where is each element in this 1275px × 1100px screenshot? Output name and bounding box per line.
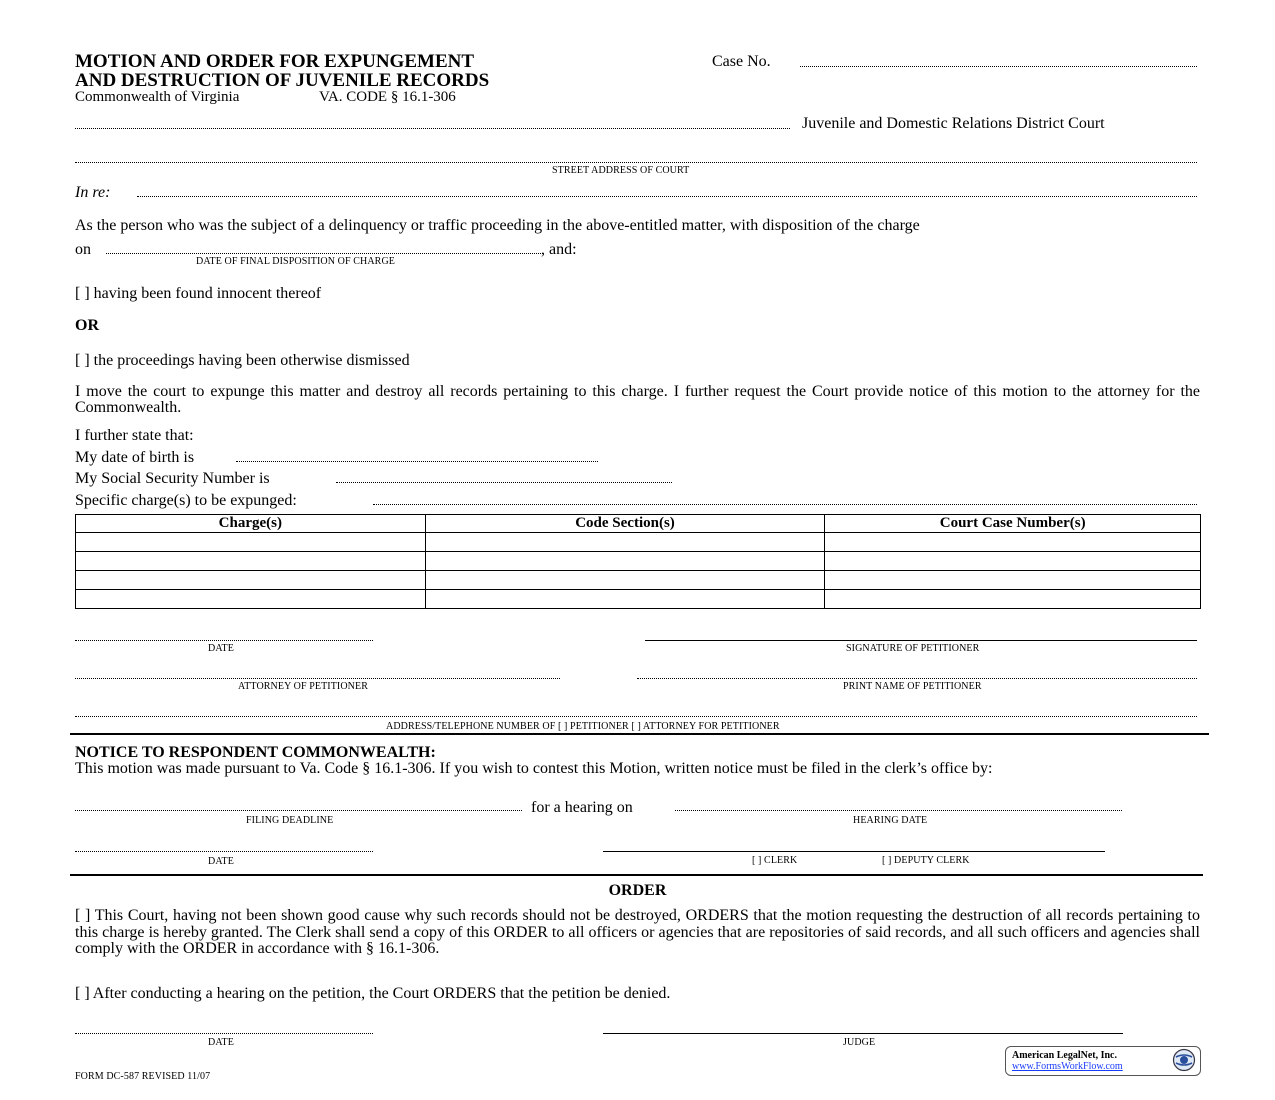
move-text: I move the court to expunge this matter and destroy all records pertaining to this charge. I further request the Court provide notice of this motion to the attorney for the Commonwealth. [75, 383, 1200, 416]
form-title-line2: AND DESTRUCTION OF JUVENILE RECORDS [75, 70, 490, 91]
dob-field[interactable] [236, 461, 598, 462]
hearing-date-label: HEARING DATE [853, 815, 928, 826]
dob-label: My date of birth is [75, 449, 195, 466]
hearing-on-label: for a hearing on [531, 799, 633, 816]
case-number-cell[interactable] [825, 590, 1201, 609]
court-name: Juvenile and Domestic Relations District Court [802, 115, 1105, 132]
hearing-date-field[interactable] [675, 810, 1122, 811]
charge-cell[interactable] [76, 571, 426, 590]
case-no-field[interactable] [800, 66, 1197, 67]
charges-label: Specific charge(s) to be expunged: [75, 492, 297, 509]
order-granted-text: [ ] This Court, having not been shown good cause why such records should not be destroyed, ORDERS that the motion requesting the destruction of all records pertaining to this charge is hereby granted. The Clerk shall send a copy of this ORDER to all officers or agencies that are repositories of said records, and all such officers and agencies shall comply with the ORDER in accordance with § 16.1-306. [75, 907, 1200, 957]
va-code-label: VA. CODE § 16.1-306 [319, 89, 456, 105]
header-charges: Charge(s) [76, 515, 426, 533]
notice-date-field[interactable] [75, 851, 373, 852]
further-state-label: I further state that: [75, 427, 194, 444]
code-section-cell[interactable] [425, 533, 825, 552]
deputy-clerk-checkbox-label[interactable]: [ ] DEPUTY CLERK [882, 855, 970, 866]
judge-label: JUDGE [843, 1037, 876, 1048]
street-address-field[interactable] [75, 162, 1197, 163]
notice-text: This motion was made pursuant to Va. Code § 16.1-306. If you wish to contest this Motion, written notice must be filed in the clerk’s office by: [75, 760, 993, 777]
disposition-date-field[interactable] [106, 253, 543, 254]
case-no-label: Case No. [712, 53, 771, 70]
case-number-cell[interactable] [825, 552, 1201, 571]
notice-date-label: DATE [208, 856, 234, 867]
print-name-field[interactable] [637, 678, 1197, 679]
ssn-field[interactable] [336, 482, 672, 483]
judge-signature-field[interactable] [603, 1033, 1123, 1034]
disposition-date-label: DATE OF FINAL DISPOSITION OF CHARGE [196, 256, 395, 267]
table-row [76, 571, 1201, 590]
company-logo-box[interactable] [1005, 1046, 1201, 1076]
option-dismissed[interactable]: [ ] the proceedings having been otherwise dismissed [75, 352, 410, 369]
order-date-field[interactable] [75, 1033, 373, 1034]
attorney-label: ATTORNEY OF PETITIONER [238, 681, 368, 692]
court-location-field[interactable] [75, 128, 790, 129]
petitioner-signature-label: SIGNATURE OF PETITIONER [846, 643, 980, 654]
print-name-label: PRINT NAME OF PETITIONER [843, 681, 982, 692]
form-number: FORM DC-587 REVISED 11/07 [75, 1071, 211, 1082]
in-re-label: In re: [75, 184, 111, 201]
petition-date-field[interactable] [75, 640, 373, 641]
option-innocent[interactable]: [ ] having been found innocent thereof [75, 285, 322, 302]
charge-cell[interactable] [76, 552, 426, 571]
order-date-label: DATE [208, 1037, 234, 1048]
filing-deadline-field[interactable] [75, 810, 522, 811]
clerk-checkbox-label[interactable]: [ ] CLERK [752, 855, 798, 866]
order-denied-text: [ ] After conducting a hearing on the petition, the Court ORDERS that the petition be denied. [75, 985, 671, 1002]
notice-heading: NOTICE TO RESPONDENT COMMONWEALTH: [75, 744, 436, 761]
clerk-signature-field[interactable] [603, 851, 1105, 852]
company-name: American LegalNet, Inc. [1012, 1050, 1117, 1061]
ssn-label: My Social Security Number is [75, 470, 270, 487]
header-court-case-numbers: Court Case Number(s) [825, 515, 1201, 533]
table-header-row [76, 515, 1201, 533]
commonwealth-label: Commonwealth of Virginia [75, 89, 240, 105]
filing-deadline-label: FILING DEADLINE [246, 815, 334, 826]
street-address-label: STREET ADDRESS OF COURT [552, 165, 690, 176]
company-website-link[interactable]: www.FormsWorkFlow.com [1012, 1061, 1123, 1072]
address-telephone-field[interactable] [75, 716, 1197, 717]
case-number-cell[interactable] [825, 571, 1201, 590]
header-code-sections: Code Section(s) [425, 515, 825, 533]
charge-cell[interactable] [76, 533, 426, 552]
code-section-cell[interactable] [425, 571, 825, 590]
in-re-field[interactable] [137, 196, 1197, 197]
on-label: on [75, 241, 91, 258]
and-label: , and: [541, 241, 577, 258]
form-title-line1: MOTION AND ORDER FOR EXPUNGEMENT [75, 51, 475, 72]
code-section-cell[interactable] [425, 552, 825, 571]
section-divider [70, 733, 1209, 735]
order-divider [70, 874, 1203, 876]
address-telephone-label: ADDRESS/TELEPHONE NUMBER OF [ ] PETITIONER [ ] ATTORNEY FOR PETITIONER [386, 721, 780, 732]
charge-cell[interactable] [76, 590, 426, 609]
code-section-cell[interactable] [425, 590, 825, 609]
attorney-field[interactable] [75, 678, 560, 679]
case-number-cell[interactable] [825, 533, 1201, 552]
petition-date-label: DATE [208, 643, 234, 654]
table-row [76, 552, 1201, 571]
table-row [76, 533, 1201, 552]
table-row [76, 590, 1201, 609]
petitioner-signature-field[interactable] [645, 640, 1197, 641]
globe-icon [1172, 1048, 1196, 1072]
order-heading: ORDER [608, 882, 667, 899]
or-label: OR [75, 317, 99, 334]
motion-intro: As the person who was the subject of a delinquency or traffic proceeding in the above-entitled matter, with disposition of the charge [75, 217, 920, 234]
charges-field[interactable] [373, 504, 1197, 505]
charges-table [75, 514, 1201, 609]
